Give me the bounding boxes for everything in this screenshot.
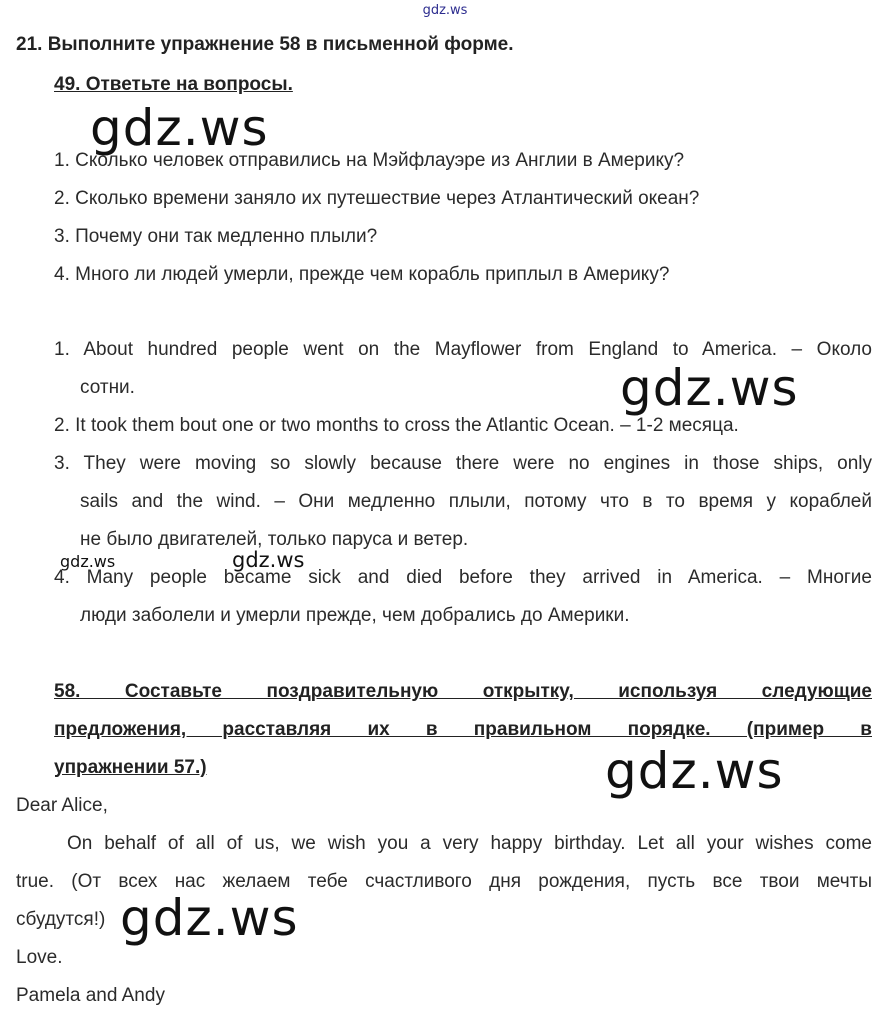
answer-1-line-1: 1. About hundred people went on the Mayflower from England to America. – Около — [54, 339, 872, 360]
card-body-line-1: On behalf of all of us, we wish you a very happy birthday. Let all your wishes come — [67, 833, 872, 854]
answer-3-line-3: не было двигателей, только паруса и ветер. — [80, 529, 469, 550]
card-greeting: Dear Alice, — [16, 795, 108, 816]
answer-2: 2. It took them bout one or two months to cross the Atlantic Ocean. – 1-2 месяца. — [54, 415, 739, 436]
task-title: 21. Выполните упражнение 58 в письменной форме. — [16, 34, 514, 55]
exercise-58-heading-line-2: предложения, расставляя их в правильном порядке. (пример в — [54, 719, 872, 740]
question-1: 1. Сколько человек отправились на Мэйфлауэре из Англии в Америку? — [54, 150, 685, 171]
exercise-58-heading-line-3: упражнении 57.) — [54, 757, 207, 778]
exercise-58-heading-line-1: 58. Составьте поздравительную открытку, используя следующие — [54, 681, 872, 702]
exercise-49-heading: 49. Ответьте на вопросы. — [54, 74, 293, 95]
watermark-2: gdz.ws — [620, 359, 799, 417]
watermark-1: gdz.ws — [90, 99, 269, 157]
card-body-line-2: true. (От всех нас желаем тебе счастливого дня рождения, пусть все твои мечты — [16, 871, 872, 892]
answer-1-line-2: сотни. — [80, 377, 135, 398]
card-body-line-3: сбудутся!) — [16, 909, 106, 930]
question-4: 4. Много ли людей умерли, прежде чем корабль приплыл в Америку? — [54, 264, 670, 285]
watermark-4: gdz.ws — [120, 889, 299, 947]
card-closing: Love. — [16, 947, 63, 968]
question-2: 2. Сколько времени заняло их путешествие через Атлантический океан? — [54, 188, 700, 209]
answer-3-line-1: 3. They were moving so slowly because there were no engines in those ships, only — [54, 453, 872, 474]
question-3: 3. Почему они так медленно плыли? — [54, 226, 378, 247]
answer-4-line-1: 4. Many people became sick and died before they arrived in America. – Многие — [54, 567, 872, 588]
watermark-top: gdz.ws — [422, 3, 468, 18]
watermark-mid: gdz.ws — [232, 548, 305, 572]
card-signature: Pamela and Andy — [16, 985, 165, 1006]
answer-3-line-2: sails and the wind. – Они медленно плыли, потому что в то время у кораблей — [80, 491, 872, 512]
watermark-3: gdz.ws — [605, 742, 784, 800]
watermark-small: gdz.ws — [60, 552, 116, 571]
answer-4-line-2: люди заболели и умерли прежде, чем добрались до Америки. — [80, 605, 630, 626]
